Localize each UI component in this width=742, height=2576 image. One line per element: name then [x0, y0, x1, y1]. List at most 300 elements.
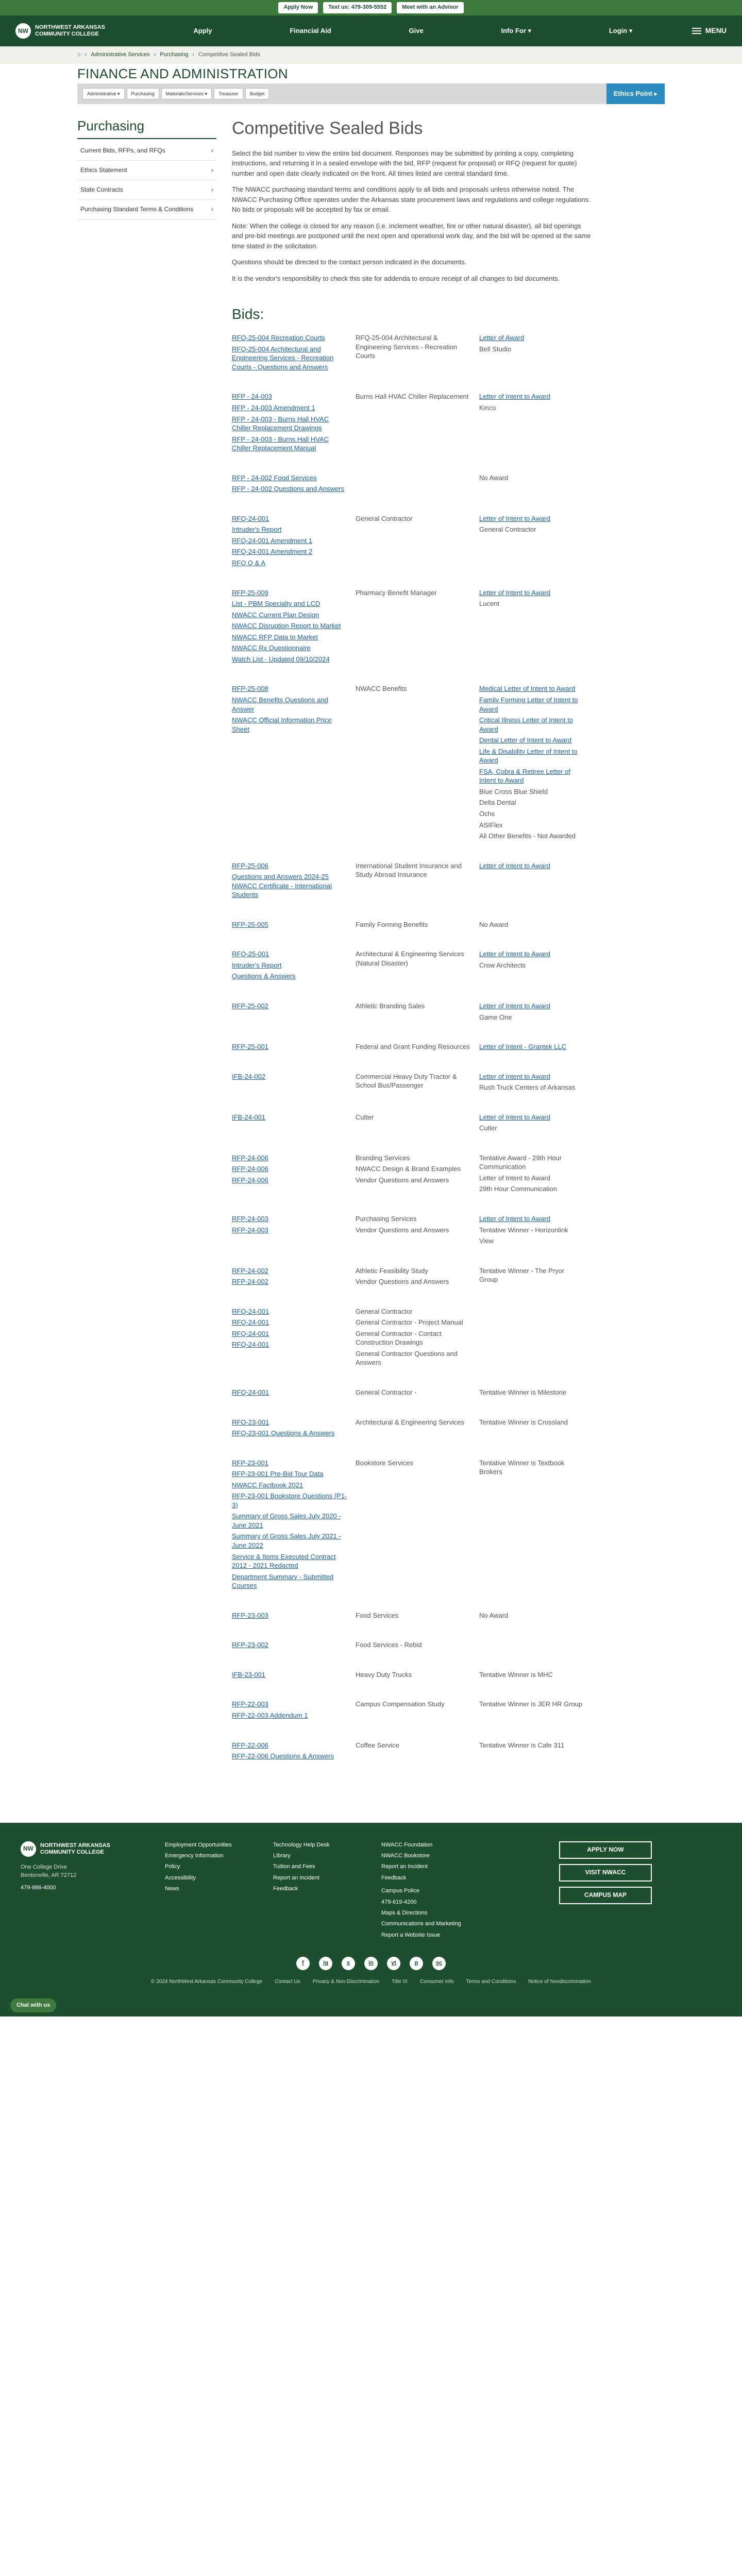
award-letter-link[interactable]: Letter of Intent to Award — [479, 514, 550, 522]
bid-award — [479, 1002, 593, 1024]
chevron-right-icon: › — [211, 166, 213, 174]
award-letter-link[interactable]: Family Forming Letter of Intent to Award — [479, 696, 578, 713]
main-layout — [0, 104, 742, 1802]
bid-document-link[interactable]: NWACC Benefits Questions and Answer — [232, 696, 328, 713]
menu-button[interactable] — [692, 26, 727, 36]
bid-award — [479, 684, 593, 842]
bid-document-link[interactable]: RFQ-25-004 Recreation Courts — [232, 334, 325, 342]
sidebar — [77, 116, 216, 1782]
bid-row — [232, 1611, 593, 1622]
footer-link[interactable]: Tuition and Fees — [273, 1863, 315, 1870]
bid-documents — [232, 392, 356, 454]
bid-award — [479, 1072, 593, 1094]
footer-link[interactable]: NWACC Foundation — [381, 1841, 433, 1848]
bid-row — [232, 1072, 593, 1094]
bid-document-link[interactable]: NWACC Current Plan Design — [232, 611, 319, 619]
bid-document-link[interactable]: RFP-23-003 — [232, 1611, 268, 1619]
bid-documents — [232, 1388, 356, 1399]
chevron-right-icon: › — [211, 147, 213, 155]
bids-heading: Bids: — [232, 306, 264, 323]
bid-row — [232, 1266, 593, 1289]
award-recipient: View — [479, 1237, 494, 1245]
footer-link[interactable]: Technology Help Desk — [273, 1841, 330, 1848]
snapchat-icon[interactable]: sc — [432, 1957, 446, 1970]
bid-documents — [232, 1042, 356, 1054]
bid-description — [356, 1611, 479, 1622]
bid-document-link[interactable]: Watch List - Updated 09/10/2024 — [232, 655, 330, 663]
chevron-right-icon: › — [211, 205, 213, 213]
award-letter-link[interactable]: Critical Illness Letter of Intent to Award — [479, 716, 574, 733]
bid-document-link[interactable]: RFQ-24-001 Amendment 1 — [232, 536, 313, 545]
award-recipient: Blue Cross Blue Shield — [479, 787, 548, 795]
bid-description-text: Food Services — [356, 1611, 399, 1619]
award-recipient: No Award — [479, 1611, 509, 1619]
addenda-note: It is the vendor's responsibility to check this site for addenda to ensure receipt of all changes to bid documents. — [232, 274, 560, 282]
bid-description — [356, 861, 479, 902]
terms-paragraph: The NWACC purchasing standard terms and conditions apply to all bids and proposals unless otherwise noted. The NWACC Purchasing Office operates under the Arkansas state procurement laws and regulations and college regulations. No bids or proposals will be accepted by fax or email. — [232, 185, 591, 214]
bid-document-link[interactable]: RFP-23-001 — [232, 1459, 268, 1467]
bid-row — [232, 588, 593, 666]
bid-documents — [232, 473, 356, 496]
bid-description-text: General Contractor — [356, 514, 413, 522]
footer-link[interactable]: Report a Website Issue — [381, 1931, 441, 1938]
bid-description-text: Cutter — [356, 1113, 374, 1121]
bid-row — [232, 1459, 593, 1592]
bid-description — [356, 920, 479, 931]
bid-row — [232, 1154, 593, 1196]
bid-row — [232, 1741, 593, 1763]
bid-document-link[interactable]: RFQ-25-001 — [232, 950, 269, 958]
bid-document-link[interactable]: Questions and Answers 2024-25 NWACC Certificate - International Students — [232, 873, 332, 899]
bid-document-link[interactable]: RFP-23-001 Pre-Bid Tour Data — [232, 1470, 324, 1478]
bid-document-link[interactable]: RFQ-23-001 — [232, 1418, 269, 1426]
apply-now-button[interactable]: Apply Now — [278, 2, 318, 13]
bid-document-link[interactable]: RFP-24-002 — [232, 1266, 268, 1275]
bid-document-link[interactable]: Intruder's Report — [232, 961, 282, 969]
award-letter-link[interactable]: Letter of Intent to Award — [479, 393, 550, 401]
bid-document-link[interactable]: IFB-24-002 — [232, 1072, 266, 1080]
text-us-button[interactable]: Text us: 479-309-5552 — [323, 2, 392, 13]
bid-award — [479, 950, 593, 983]
bid-row — [232, 1670, 593, 1682]
award-letter-link[interactable]: Letter of Intent to Award — [479, 950, 550, 958]
footer-apply-button[interactable]: APPLY NOW — [559, 1841, 652, 1859]
award-recipient: All Other Benefits - Not Awarded — [479, 832, 576, 840]
award-recipient: General Contractor — [479, 526, 536, 534]
bid-description — [356, 1670, 479, 1682]
bid-documents — [232, 1418, 356, 1440]
bid-description — [356, 684, 479, 842]
bid-description-text: Branding Services — [356, 1154, 410, 1162]
bid-award — [479, 1042, 593, 1054]
bid-document-link[interactable]: NWACC RFP Data to Market — [232, 633, 318, 641]
bid-description — [356, 392, 479, 454]
breadcrumb: ⌂ › Administrative Services › Purchasing › Competitive Sealed Bids — [0, 46, 742, 64]
award-recipient: Game One — [479, 1013, 512, 1021]
breadcrumb-purchasing[interactable]: Purchasing — [160, 52, 189, 58]
footer-visit-button[interactable]: VISIT NWACC — [559, 1864, 652, 1882]
award-recipient: Crow Architects — [479, 961, 526, 969]
subnav-administrative[interactable]: Administrative ▾ — [82, 88, 125, 100]
bid-documents — [232, 1266, 356, 1289]
logo-line-2: COMMUNITY COLLEGE — [35, 31, 99, 37]
bid-document-link[interactable]: RFQ-24-001 — [232, 1341, 269, 1349]
bid-row — [232, 392, 593, 454]
closure-note: Note: When the college is closed for any reason (i.e. inclement weather, fire or other natural disaster), all bid openings and pre-bid meetings are postponed until the next open and operational work day, and the bid will be opened at the same time stated in the solicitation. — [232, 222, 591, 250]
subnav-materials[interactable]: Materials/Services ▾ — [161, 88, 212, 100]
footer-buttons — [490, 1841, 721, 1943]
department-subnav — [77, 83, 665, 104]
bid-description-text: Vendor Questions and Answers — [356, 1226, 449, 1234]
bid-award — [479, 1741, 593, 1763]
award-recipient: Letter of Intent to Award — [479, 1174, 550, 1182]
bid-description-text: Campus Compensation Study — [356, 1700, 445, 1708]
sidebar-item-ethics[interactable]: Ethics Statement › — [77, 161, 216, 180]
bid-documents — [232, 1670, 356, 1682]
footer-link[interactable]: Report an Incident — [273, 1874, 319, 1881]
award-recipient: Tentative Award - 29th Hour Communication — [479, 1154, 562, 1171]
intro-paragraph: Select the bid number to view the entire bid document. Responses may be submitted by printing a copy, completing instructions, and returning it in a sealed envelope with the bid, RFP (request for proposal) or RFQ (request for quote) number and open date clearly indicated on the front. All times listed are central standard time. — [232, 149, 577, 177]
bid-documents — [232, 1307, 356, 1369]
award-letter-link[interactable]: Letter of Intent to Award — [479, 1002, 550, 1010]
bid-document-link[interactable]: RFQ-24-001 — [232, 514, 269, 522]
bid-document-link[interactable]: RFP-25-009 — [232, 588, 268, 597]
footer-link[interactable]: Campus Police — [381, 1888, 419, 1894]
bid-documents — [232, 684, 356, 842]
top-action-bar — [0, 0, 742, 15]
bid-document-link[interactable]: RFQ-24-001 Amendment 2 — [232, 548, 313, 556]
bid-document-link[interactable]: RFP-24-006 — [232, 1154, 268, 1162]
footer-link[interactable]: NWACC Bookstore — [381, 1852, 430, 1859]
nav-login[interactable]: Login ▾ — [609, 26, 633, 35]
award-letter-link[interactable]: Letter of Intent - Grantek LLC — [479, 1043, 567, 1051]
award-recipient: Rush Truck Centers of Arkansas — [479, 1083, 576, 1092]
bid-documents — [232, 1700, 356, 1722]
bid-description — [356, 1418, 479, 1440]
footer-map-button[interactable]: CAMPUS MAP — [559, 1887, 652, 1904]
site-footer — [0, 1823, 742, 2017]
bid-document-link[interactable]: RFP-24-006 — [232, 1165, 268, 1173]
bid-documents — [232, 588, 356, 666]
award-recipient: Tentative Winner is Textbook Brokers — [479, 1459, 565, 1476]
bid-description-text: General Contractor - Project Manual — [356, 1318, 463, 1327]
bid-document-link[interactable]: RFP-24-003 — [232, 1215, 268, 1223]
footer-address-2: Bentonville, AR 72712 — [21, 1872, 77, 1879]
bid-row — [232, 1002, 593, 1024]
sidebar-item-current-bids[interactable]: Current Bids, RFPs, and RFQs › — [77, 141, 216, 161]
bid-documents — [232, 1741, 356, 1763]
footer-bottom-links — [21, 1978, 721, 1986]
facebook-icon[interactable]: f — [296, 1957, 310, 1970]
bid-document-link[interactable]: RFP-23-001 Bookstore Questions (P1-3) — [232, 1492, 347, 1509]
footer-link[interactable]: Feedback — [381, 1874, 407, 1881]
bid-document-link[interactable]: RFP-22-003 — [232, 1700, 268, 1708]
main-content — [232, 116, 593, 1782]
subnav-budget[interactable]: Budget — [245, 88, 269, 100]
bid-award — [479, 1640, 593, 1652]
bid-description-text: Architectural & Engineering Services (Natural Disaster) — [356, 950, 464, 967]
award-letter-link[interactable]: Letter of Intent to Award — [479, 1072, 550, 1080]
bid-document-link[interactable]: RFP - 24-003 - Burns Hall HVAC Chiller Replacement Manual — [232, 435, 329, 452]
bid-description-text: NWACC Design & Brand Examples — [356, 1165, 461, 1173]
bids-list — [232, 333, 593, 1762]
bid-document-link[interactable]: RFQ-25-004 Architectural and Engineering Services - Recreation Courts - Questions and Answers — [232, 345, 334, 371]
bid-award — [479, 1113, 593, 1135]
footer-link-consumer[interactable]: Consumer Info — [419, 1979, 454, 1985]
bid-document-link[interactable]: RFP - 24-002 Food Services — [232, 473, 317, 482]
bid-description — [356, 1459, 479, 1592]
bid-description-text: General Contractor — [356, 1307, 413, 1315]
bid-award — [479, 588, 593, 666]
bid-document-link[interactable]: IFB-23-001 — [232, 1670, 266, 1679]
pinterest-icon[interactable]: p — [410, 1957, 423, 1970]
award-letter-link[interactable]: Medical Letter of Intent to Award — [479, 685, 576, 693]
award-recipient: Lucent — [479, 600, 500, 608]
nav-give[interactable]: Give — [409, 26, 424, 35]
ethics-point-button[interactable]: Ethics Point ▸ — [606, 83, 665, 104]
bid-document-link[interactable]: RFP-22-006 Questions & Answers — [232, 1752, 334, 1760]
bid-document-link[interactable]: RFP-22-006 — [232, 1741, 268, 1749]
bid-description-text: Athletic Feasibility Study — [356, 1266, 428, 1275]
bid-description — [356, 950, 479, 983]
instagram-icon[interactable]: ig — [319, 1957, 332, 1970]
award-letter-link[interactable]: Letter of Intent to Award — [479, 1215, 550, 1223]
linkedin-icon[interactable]: in — [364, 1957, 378, 1970]
award-recipient: Kinco — [479, 404, 496, 412]
bid-description-text: NWACC Benefits — [356, 685, 407, 693]
nav-info-for[interactable]: Info For ▾ — [501, 26, 532, 35]
bid-document-link[interactable]: RFQ-24-001 — [232, 1388, 269, 1397]
footer-phone[interactable]: 479-986-4000 — [21, 1884, 56, 1891]
subnav-treasurer[interactable]: Treasurer — [214, 88, 243, 100]
bid-document-link[interactable]: RFP - 24-003 — [232, 393, 272, 401]
bid-award — [479, 473, 593, 496]
bid-document-link[interactable]: RFQ-23-001 Questions & Answers — [232, 1429, 335, 1437]
footer-link-nondiscrimination[interactable]: Notice of Nondiscrimination — [528, 1979, 591, 1985]
bid-award — [479, 861, 593, 902]
bid-description-text: Federal and Grant Funding Resources — [356, 1043, 470, 1051]
footer-link[interactable]: News — [165, 1886, 179, 1892]
bid-description-text: Bookstore Services — [356, 1459, 413, 1467]
bid-description — [356, 1741, 479, 1763]
footer-link[interactable]: Feedback — [273, 1886, 298, 1892]
chat-button[interactable]: Chat with us — [10, 1998, 56, 2012]
bid-document-link[interactable]: List - PBM Specialty and LCD — [232, 600, 321, 608]
award-letter-link[interactable]: Dental Letter of Intent to Award — [479, 736, 571, 744]
bid-description-text: General Contractor - Contact Construction Drawings — [356, 1329, 442, 1347]
breadcrumb-home-icon[interactable]: ⌂ — [77, 52, 81, 58]
bid-description — [356, 1214, 479, 1248]
bid-document-link[interactable]: RFP-25-001 — [232, 1043, 268, 1051]
bid-document-link[interactable]: RFP-25-008 — [232, 685, 268, 693]
footer-col-1 — [165, 1841, 263, 1943]
x-twitter-icon[interactable]: x — [342, 1957, 355, 1970]
footer-link-terms[interactable]: Terms and Conditions — [466, 1979, 516, 1985]
award-letter-link[interactable]: Letter of Intent to Award — [479, 1113, 550, 1121]
bid-description — [356, 1640, 479, 1652]
bid-documents — [232, 950, 356, 983]
bid-row — [232, 950, 593, 983]
breadcrumb-current: Competitive Sealed Bids — [198, 52, 260, 58]
footer-logo-line-2: COMMUNITY COLLEGE — [40, 1849, 104, 1855]
bid-document-link[interactable]: Service & Items Executed Contract 2012 - 2021 Redacted — [232, 1552, 336, 1570]
bid-row — [232, 1113, 593, 1135]
footer-link[interactable]: Library — [273, 1852, 291, 1859]
bid-award — [479, 392, 593, 454]
chevron-right-icon: › — [211, 185, 213, 193]
bid-description-text: Vendor Questions and Answers — [356, 1176, 449, 1184]
bid-document-link[interactable]: RFQ Q & A — [232, 559, 266, 567]
footer-link[interactable]: Accessibility — [165, 1874, 196, 1881]
bid-award — [479, 1307, 593, 1369]
logo-icon: NW — [21, 1841, 36, 1857]
bid-documents — [232, 333, 356, 374]
award-recipient: Tentative Winner is MHC — [479, 1670, 553, 1679]
award-recipient: Tentative Winner is Cafe 311 — [479, 1741, 565, 1749]
bid-document-link[interactable]: RFP-22-003 Addendum 1 — [232, 1711, 308, 1719]
bid-document-link[interactable]: Summary of Gross Sales July 2020 - June 2021 — [232, 1512, 341, 1529]
bid-award — [479, 1670, 593, 1682]
bid-documents — [232, 1072, 356, 1094]
copyright: © 2024 NorthWest Arkansas Community College — [151, 1979, 263, 1985]
bid-document-link[interactable]: Questions & Answers — [232, 972, 296, 980]
footer-link[interactable]: Emergency Information — [165, 1852, 224, 1859]
bid-description-text: Coffee Service — [356, 1741, 400, 1749]
bid-description — [356, 1113, 479, 1135]
bid-description-text: RFQ-25-004 Architectural & Engineering Services - Recreation Courts — [356, 334, 458, 360]
award-letter-link[interactable]: Letter of Intent to Award — [479, 861, 550, 870]
bid-row — [232, 1700, 593, 1722]
bid-document-link[interactable]: RFP-25-002 — [232, 1002, 268, 1010]
award-letter-link[interactable]: Letter of Intent to Award — [479, 588, 550, 597]
award-letter-link[interactable]: Life & Disability Letter of Intent to Award — [479, 747, 578, 765]
menu-label: MENU — [705, 26, 727, 35]
sidebar-item-terms[interactable]: Purchasing Standard Terms & Conditions › — [77, 200, 216, 219]
bid-description — [356, 1388, 479, 1399]
bid-document-link[interactable]: RFQ-24-001 — [232, 1307, 269, 1315]
footer-link-contact[interactable]: Contact Us — [275, 1979, 300, 1985]
bid-row — [232, 1418, 593, 1440]
footer-logo[interactable] — [21, 1841, 155, 1857]
bid-document-link[interactable]: Intruder's Report — [232, 526, 282, 534]
award-recipient: Tentative Winner is Milestone — [479, 1388, 567, 1397]
bid-document-link[interactable]: NWACC Rx Questionnaire — [232, 644, 311, 652]
youtube-icon[interactable]: yt — [387, 1957, 400, 1970]
award-recipient: Bell Studio — [479, 345, 512, 353]
award-letter-link[interactable]: Letter of Award — [479, 334, 525, 342]
award-recipient: No Award — [479, 920, 509, 928]
sidebar-item-state-contracts[interactable]: State Contracts › — [77, 180, 216, 200]
footer-col-3 — [381, 1841, 479, 1943]
bid-document-link[interactable]: NWACC Factbook 2021 — [232, 1481, 303, 1489]
footer-col-2 — [273, 1841, 371, 1943]
bid-document-link[interactable]: RFP-25-006 — [232, 861, 268, 870]
bid-document-link[interactable]: IFB-24-001 — [232, 1113, 266, 1121]
breadcrumb-admin-services[interactable]: Administrative Services — [91, 52, 150, 58]
bid-row — [232, 1214, 593, 1248]
bid-document-link[interactable]: Summary of Gross Sales July 2021 - June 2022 — [232, 1532, 341, 1550]
page-title: Competitive Sealed Bids — [232, 118, 423, 138]
bid-description — [356, 588, 479, 666]
bid-document-link[interactable]: RFP-23-002 — [232, 1641, 268, 1649]
bid-description — [356, 1700, 479, 1722]
bid-document-link[interactable]: RFP-24-002 — [232, 1278, 268, 1286]
bid-award — [479, 1418, 593, 1440]
bid-description-text: Family Forming Benefits — [356, 920, 428, 928]
bid-row — [232, 514, 593, 570]
bid-document-link[interactable]: NWACC Official Information Price Sheet — [232, 716, 332, 733]
bid-document-link[interactable]: RFP - 24-002 Questions and Answers — [232, 485, 344, 493]
bid-document-link[interactable]: RFP - 24-003 Amendment 1 — [232, 404, 315, 412]
bid-description — [356, 1042, 479, 1054]
bid-description — [356, 1072, 479, 1094]
nav-apply[interactable]: Apply — [193, 26, 212, 35]
bid-description-text: Burns Hall HVAC Chiller Replacement — [356, 393, 469, 401]
bid-documents — [232, 1154, 356, 1196]
footer-link-privacy[interactable]: Privacy & Non-Discrimination — [312, 1979, 380, 1985]
bid-description-text: International Student Insurance and Study Abroad Insurance — [356, 861, 462, 879]
footer-link[interactable]: Maps & Directions — [381, 1909, 428, 1916]
footer-link[interactable]: Employment Opportunities — [165, 1841, 232, 1848]
bid-document-link[interactable]: RFQ-24-001 — [232, 1329, 269, 1337]
bid-row — [232, 861, 593, 902]
footer-link[interactable]: Communications and Marketing — [381, 1921, 461, 1927]
bid-document-link[interactable]: RFQ-24-001 — [232, 1318, 269, 1327]
advisor-button[interactable]: Meet with an Advisor — [397, 2, 464, 13]
footer-link[interactable]: 479-619-4200 — [381, 1899, 417, 1905]
bid-award — [479, 1266, 593, 1289]
department-title: FINANCE AND ADMINISTRATION — [77, 65, 288, 81]
subnav-purchasing[interactable]: Purchasing — [127, 88, 159, 100]
bid-row — [232, 333, 593, 374]
bid-document-link[interactable]: RFP-24-006 — [232, 1176, 268, 1184]
bid-award — [479, 1154, 593, 1196]
bid-description-text: General Contractor Questions and Answers — [356, 1349, 458, 1367]
bid-document-link[interactable]: NWACC Disruption Report to Market — [232, 622, 341, 630]
footer-link[interactable]: Policy — [165, 1863, 180, 1870]
bid-description — [356, 1266, 479, 1289]
bid-description-text: Commercial Heavy Duty Tractor & School Bus/Passenger — [356, 1072, 457, 1090]
award-recipient: Delta Dental — [479, 799, 516, 807]
bid-row — [232, 1640, 593, 1652]
award-recipient: 29th Hour Communication — [479, 1185, 558, 1193]
bid-award — [479, 333, 593, 374]
bid-award — [479, 514, 593, 570]
bid-description-text: General Contractor - — [356, 1388, 417, 1397]
bid-document-link[interactable]: RFP-25-005 — [232, 920, 268, 928]
bid-row — [232, 1388, 593, 1399]
bid-description-text: Pharmacy Benefit Manager — [356, 588, 437, 597]
sidebar-title: Purchasing — [77, 116, 216, 139]
bid-documents — [232, 1459, 356, 1592]
bid-row — [232, 1042, 593, 1054]
bid-document-link[interactable]: RFP-24-003 — [232, 1226, 268, 1234]
award-letter-link[interactable]: FSA, Cobra & Retiree Letter of Intent to Award — [479, 767, 571, 785]
footer-link[interactable]: Report an Incident — [381, 1863, 428, 1870]
bid-description — [356, 333, 479, 374]
bid-documents — [232, 1002, 356, 1024]
bid-document-link[interactable]: RFP - 24-003 - Burns Hall HVAC Chiller Replacement Drawings — [232, 415, 329, 432]
site-logo[interactable] — [15, 23, 134, 39]
nav-financial-aid[interactable]: Financial Aid — [290, 26, 331, 35]
bid-documents — [232, 920, 356, 931]
footer-address-1: One College Drive — [21, 1863, 67, 1870]
footer-link-title-ix[interactable]: Title IX — [392, 1979, 408, 1985]
award-recipient: Tentative Winner - The Pryor Group — [479, 1266, 565, 1284]
bid-description — [356, 473, 479, 496]
bid-document-link[interactable]: Department Summary - Submitted Courses — [232, 1572, 334, 1590]
bid-row — [232, 473, 593, 496]
